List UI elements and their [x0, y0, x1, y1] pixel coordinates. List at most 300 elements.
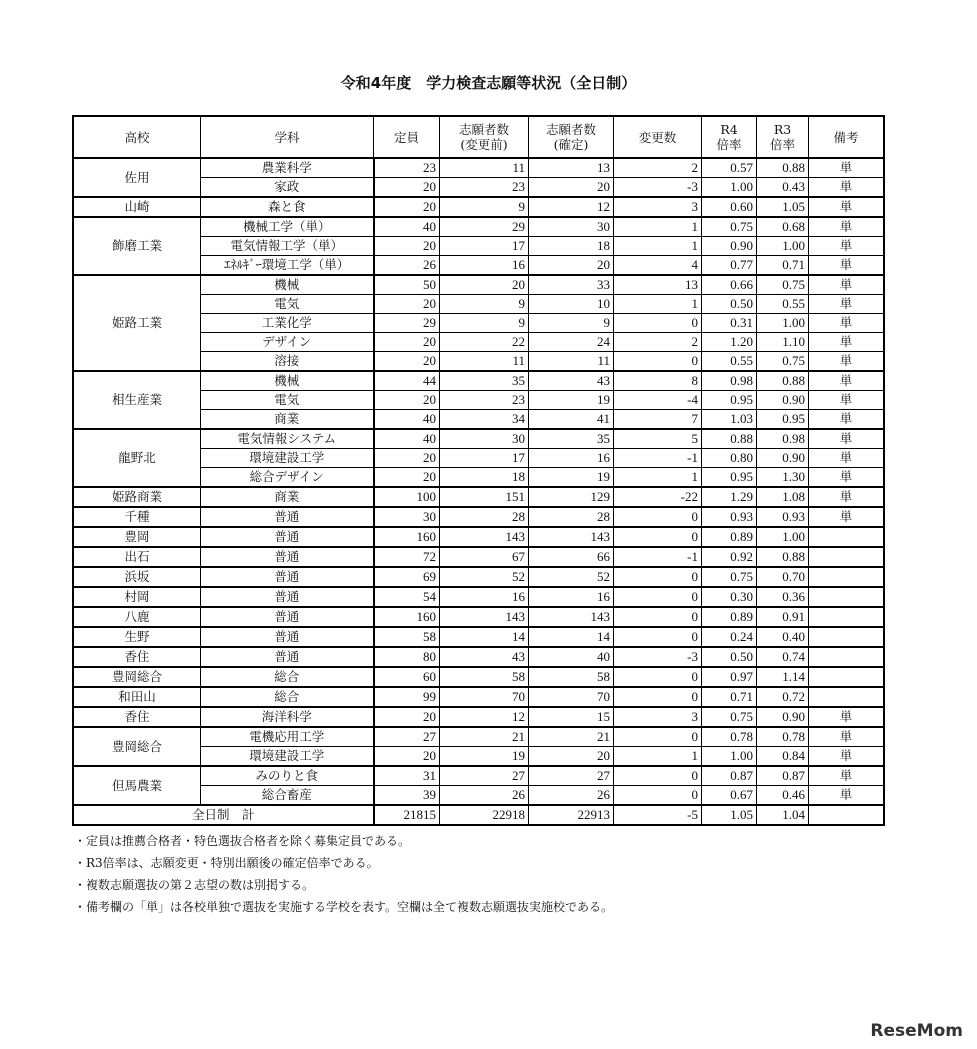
r3-ratio: 0.70 — [757, 567, 809, 587]
table-row — [73, 547, 884, 567]
r4-ratio: 0.95 — [702, 391, 757, 410]
column-header: 志願者数 (変更前) — [440, 116, 529, 158]
capacity: 100 — [374, 487, 440, 507]
r4-ratio: 0.60 — [702, 197, 757, 217]
school-name: 飾磨工業 — [73, 217, 201, 275]
total-value: 1.04 — [757, 805, 809, 825]
department: みのりと食 — [201, 766, 374, 786]
change-count: 1 — [614, 295, 702, 314]
remarks: 単 — [809, 314, 885, 333]
change-count: 7 — [614, 410, 702, 430]
change-count: 0 — [614, 687, 702, 707]
remarks: 単 — [809, 766, 885, 786]
department: 電気情報システム — [201, 429, 374, 449]
r4-ratio: 0.50 — [702, 647, 757, 667]
r4-ratio: 0.67 — [702, 786, 757, 806]
notes — [72, 830, 892, 918]
applicants-final: 41 — [529, 410, 614, 430]
remarks: 単 — [809, 468, 885, 488]
school-name: 和田山 — [73, 687, 201, 707]
r3-ratio: 0.72 — [757, 687, 809, 707]
change-count: 0 — [614, 727, 702, 747]
applicants-final: 52 — [529, 567, 614, 587]
capacity: 20 — [374, 295, 440, 314]
applicants-before: 70 — [440, 687, 529, 707]
table-row — [73, 507, 884, 527]
applicants-final: 30 — [529, 217, 614, 237]
capacity: 27 — [374, 727, 440, 747]
r4-ratio: 0.75 — [702, 567, 757, 587]
school-name: 姫路工業 — [73, 275, 201, 371]
applicants-before: 9 — [440, 314, 529, 333]
capacity: 20 — [374, 707, 440, 727]
r4-ratio: 0.87 — [702, 766, 757, 786]
department: 機械 — [201, 275, 374, 295]
department: 家政 — [201, 178, 374, 198]
applicants-before: 18 — [440, 468, 529, 488]
r3-ratio: 0.95 — [757, 410, 809, 430]
department: 総合畜産 — [201, 786, 374, 806]
department: 機械 — [201, 371, 374, 391]
table-row — [73, 727, 884, 747]
applicants-final: 129 — [529, 487, 614, 507]
capacity: 40 — [374, 410, 440, 430]
change-count: -1 — [614, 449, 702, 468]
table-body — [73, 158, 884, 825]
remarks: 単 — [809, 391, 885, 410]
applicants-final: 66 — [529, 547, 614, 567]
r4-ratio: 0.55 — [702, 352, 757, 372]
applicants-before: 29 — [440, 217, 529, 237]
applicants-final: 11 — [529, 352, 614, 372]
applicants-final: 58 — [529, 667, 614, 687]
r4-ratio: 0.75 — [702, 217, 757, 237]
applicants-before: 21 — [440, 727, 529, 747]
r3-ratio: 1.00 — [757, 527, 809, 547]
applicants-final: 143 — [529, 607, 614, 627]
r4-ratio: 0.24 — [702, 627, 757, 647]
column-header: R3 倍率 — [757, 116, 809, 158]
capacity: 20 — [374, 391, 440, 410]
applicants-before: 9 — [440, 295, 529, 314]
r4-ratio: 0.50 — [702, 295, 757, 314]
department: 総合デザイン — [201, 468, 374, 488]
applicants-table — [72, 115, 885, 826]
note: ・備考欄の「単」は各校単独で選抜を実施する学校を表す。空欄は全て複数志願選抜実施校である。 — [74, 900, 614, 914]
total-value: 1.05 — [702, 805, 757, 825]
remarks: 単 — [809, 786, 885, 806]
capacity: 20 — [374, 449, 440, 468]
remarks — [809, 627, 885, 647]
department: 総合 — [201, 667, 374, 687]
capacity: 69 — [374, 567, 440, 587]
school-name: 相生産業 — [73, 371, 201, 429]
department: 機械工学（単） — [201, 217, 374, 237]
applicants-final: 28 — [529, 507, 614, 527]
total-label: 全日制 計 — [73, 805, 374, 825]
total-value: 21815 — [374, 805, 440, 825]
applicants-before: 16 — [440, 256, 529, 276]
remarks: 単 — [809, 197, 885, 217]
r3-ratio: 0.40 — [757, 627, 809, 647]
change-count: -1 — [614, 547, 702, 567]
content — [72, 115, 892, 918]
capacity: 60 — [374, 667, 440, 687]
r4-ratio: 0.78 — [702, 727, 757, 747]
remarks: 単 — [809, 217, 885, 237]
r3-ratio: 0.71 — [757, 256, 809, 276]
capacity: 23 — [374, 158, 440, 178]
department: 電気 — [201, 295, 374, 314]
school-name: 山崎 — [73, 197, 201, 217]
column-header: 変更数 — [614, 116, 702, 158]
table-row — [73, 607, 884, 627]
table-row — [73, 707, 884, 727]
change-count: 2 — [614, 158, 702, 178]
applicants-before: 14 — [440, 627, 529, 647]
department: 環境建設工学 — [201, 449, 374, 468]
department: 溶接 — [201, 352, 374, 372]
column-header: 備考 — [809, 116, 885, 158]
applicants-before: 23 — [440, 178, 529, 198]
table-row — [73, 158, 884, 178]
r4-ratio: 0.75 — [702, 707, 757, 727]
r3-ratio: 0.87 — [757, 766, 809, 786]
note: ・R3倍率は、志願変更・特別出願後の確定倍率である。 — [74, 856, 379, 870]
applicants-final: 24 — [529, 333, 614, 352]
department: 森と食 — [201, 197, 374, 217]
capacity: 20 — [374, 333, 440, 352]
school-name: 香住 — [73, 707, 201, 727]
school-name: 生野 — [73, 627, 201, 647]
change-count: 0 — [614, 352, 702, 372]
r3-ratio: 1.08 — [757, 487, 809, 507]
change-count: 3 — [614, 197, 702, 217]
capacity: 20 — [374, 178, 440, 198]
applicants-final: 13 — [529, 158, 614, 178]
capacity: 72 — [374, 547, 440, 567]
table-row — [73, 627, 884, 647]
resemom-logo: ReseMom — [870, 1021, 963, 1041]
r4-ratio: 0.93 — [702, 507, 757, 527]
remarks: 単 — [809, 237, 885, 256]
change-count: 0 — [614, 627, 702, 647]
r4-ratio: 0.66 — [702, 275, 757, 295]
school-name: 但馬農業 — [73, 766, 201, 805]
remarks: 単 — [809, 747, 885, 767]
r3-ratio: 0.36 — [757, 587, 809, 607]
r3-ratio: 0.74 — [757, 647, 809, 667]
change-count: 1 — [614, 237, 702, 256]
table-row — [73, 567, 884, 587]
school-name: 八鹿 — [73, 607, 201, 627]
applicants-final: 20 — [529, 747, 614, 767]
change-count: 4 — [614, 256, 702, 276]
applicants-final: 14 — [529, 627, 614, 647]
school-name: 豊岡総合 — [73, 667, 201, 687]
r3-ratio: 0.78 — [757, 727, 809, 747]
department: 普通 — [201, 627, 374, 647]
change-count: 0 — [614, 587, 702, 607]
table-row — [73, 197, 884, 217]
department: 工業化学 — [201, 314, 374, 333]
remarks: 単 — [809, 449, 885, 468]
r3-ratio: 0.55 — [757, 295, 809, 314]
school-name: 豊岡総合 — [73, 727, 201, 766]
applicants-before: 30 — [440, 429, 529, 449]
applicants-final: 18 — [529, 237, 614, 256]
capacity: 99 — [374, 687, 440, 707]
applicants-before: 143 — [440, 527, 529, 547]
applicants-before: 151 — [440, 487, 529, 507]
applicants-before: 67 — [440, 547, 529, 567]
r3-ratio: 0.91 — [757, 607, 809, 627]
r3-ratio: 0.98 — [757, 429, 809, 449]
school-name: 浜坂 — [73, 567, 201, 587]
remarks: 単 — [809, 707, 885, 727]
remarks: 単 — [809, 178, 885, 198]
applicants-final: 16 — [529, 449, 614, 468]
note: ・定員は推薦合格者・特色選抜合格者を除く募集定員である。 — [74, 834, 411, 848]
school-name: 佐用 — [73, 158, 201, 197]
remarks: 単 — [809, 256, 885, 276]
change-count: 0 — [614, 314, 702, 333]
r4-ratio: 1.00 — [702, 747, 757, 767]
school-name: 姫路商業 — [73, 487, 201, 507]
table-row — [73, 687, 884, 707]
r4-ratio: 0.92 — [702, 547, 757, 567]
r4-ratio: 0.77 — [702, 256, 757, 276]
remarks — [809, 687, 885, 707]
department: 普通 — [201, 647, 374, 667]
applicants-before: 23 — [440, 391, 529, 410]
remarks: 単 — [809, 487, 885, 507]
applicants-final: 9 — [529, 314, 614, 333]
applicants-final: 12 — [529, 197, 614, 217]
note: ・複数志願選抜の第２志望の数は別掲する。 — [74, 878, 315, 892]
capacity: 44 — [374, 371, 440, 391]
r4-ratio: 0.80 — [702, 449, 757, 468]
applicants-before: 35 — [440, 371, 529, 391]
capacity: 20 — [374, 237, 440, 256]
remarks — [809, 607, 885, 627]
applicants-final: 20 — [529, 256, 614, 276]
remarks: 単 — [809, 295, 885, 314]
r3-ratio: 1.00 — [757, 314, 809, 333]
applicants-final: 143 — [529, 527, 614, 547]
r4-ratio: 0.71 — [702, 687, 757, 707]
remarks — [809, 567, 885, 587]
page-title: 令和4年度 学力検査志願等状況（全日制） — [340, 74, 637, 92]
change-count: -22 — [614, 487, 702, 507]
department: 電気情報工学（単） — [201, 237, 374, 256]
capacity: 160 — [374, 527, 440, 547]
department: 商業 — [201, 410, 374, 430]
r3-ratio: 0.84 — [757, 747, 809, 767]
remarks: 単 — [809, 275, 885, 295]
applicants-before: 12 — [440, 707, 529, 727]
department: 農業科学 — [201, 158, 374, 178]
remarks — [809, 547, 885, 567]
capacity: 20 — [374, 747, 440, 767]
department: 普通 — [201, 587, 374, 607]
r4-ratio: 1.03 — [702, 410, 757, 430]
applicants-final: 19 — [529, 468, 614, 488]
r4-ratio: 0.88 — [702, 429, 757, 449]
applicants-final: 10 — [529, 295, 614, 314]
r4-ratio: 0.98 — [702, 371, 757, 391]
r3-ratio: 0.88 — [757, 547, 809, 567]
capacity: 39 — [374, 786, 440, 806]
capacity: 58 — [374, 627, 440, 647]
change-count: 8 — [614, 371, 702, 391]
r3-ratio: 0.93 — [757, 507, 809, 527]
school-name: 村岡 — [73, 587, 201, 607]
department: 総合 — [201, 687, 374, 707]
r3-ratio: 1.00 — [757, 237, 809, 256]
applicants-before: 11 — [440, 158, 529, 178]
capacity: 54 — [374, 587, 440, 607]
change-count: 1 — [614, 217, 702, 237]
capacity: 40 — [374, 217, 440, 237]
applicants-final: 40 — [529, 647, 614, 667]
applicants-before: 16 — [440, 587, 529, 607]
change-count: 0 — [614, 667, 702, 687]
school-name: 豊岡 — [73, 527, 201, 547]
applicants-before: 22 — [440, 333, 529, 352]
table-row — [73, 766, 884, 786]
r3-ratio: 0.75 — [757, 275, 809, 295]
header-row — [73, 116, 884, 158]
r4-ratio: 0.31 — [702, 314, 757, 333]
applicants-before: 19 — [440, 747, 529, 767]
applicants-before: 27 — [440, 766, 529, 786]
table-row — [73, 667, 884, 687]
r3-ratio: 1.14 — [757, 667, 809, 687]
department: デザイン — [201, 333, 374, 352]
department: 電気 — [201, 391, 374, 410]
change-count: 0 — [614, 607, 702, 627]
r4-ratio: 1.29 — [702, 487, 757, 507]
capacity: 20 — [374, 468, 440, 488]
department: ｴﾈﾙｷﾞｰ環境工学（単） — [201, 256, 374, 276]
column-header: 学科 — [201, 116, 374, 158]
change-count: 5 — [614, 429, 702, 449]
capacity: 26 — [374, 256, 440, 276]
change-count: 13 — [614, 275, 702, 295]
r3-ratio: 0.75 — [757, 352, 809, 372]
department: 普通 — [201, 527, 374, 547]
r3-ratio: 0.46 — [757, 786, 809, 806]
applicants-before: 9 — [440, 197, 529, 217]
table-row — [73, 647, 884, 667]
applicants-final: 19 — [529, 391, 614, 410]
applicants-before: 17 — [440, 237, 529, 256]
change-count: 2 — [614, 333, 702, 352]
applicants-final: 26 — [529, 786, 614, 806]
school-name: 香住 — [73, 647, 201, 667]
applicants-final: 21 — [529, 727, 614, 747]
column-header: 高校 — [73, 116, 201, 158]
column-header: 志願者数 (確定) — [529, 116, 614, 158]
r4-ratio: 0.30 — [702, 587, 757, 607]
department: 普通 — [201, 607, 374, 627]
r3-ratio: 0.88 — [757, 158, 809, 178]
applicants-before: 26 — [440, 786, 529, 806]
r4-ratio: 0.89 — [702, 607, 757, 627]
r3-ratio: 0.90 — [757, 707, 809, 727]
applicants-final: 35 — [529, 429, 614, 449]
change-count: 0 — [614, 527, 702, 547]
table-row — [73, 527, 884, 547]
applicants-final: 43 — [529, 371, 614, 391]
capacity: 160 — [374, 607, 440, 627]
department: 商業 — [201, 487, 374, 507]
capacity: 50 — [374, 275, 440, 295]
department: 環境建設工学 — [201, 747, 374, 767]
applicants-before: 20 — [440, 275, 529, 295]
r4-ratio: 0.57 — [702, 158, 757, 178]
column-header: 定員 — [374, 116, 440, 158]
remarks — [809, 527, 885, 547]
change-count: -4 — [614, 391, 702, 410]
total-value — [809, 805, 885, 825]
r3-ratio: 0.90 — [757, 449, 809, 468]
r3-ratio: 1.30 — [757, 468, 809, 488]
department: 普通 — [201, 507, 374, 527]
applicants-before: 34 — [440, 410, 529, 430]
table-row — [73, 217, 884, 237]
capacity: 29 — [374, 314, 440, 333]
r4-ratio: 0.95 — [702, 468, 757, 488]
capacity: 30 — [374, 507, 440, 527]
r4-ratio: 0.90 — [702, 237, 757, 256]
change-count: -3 — [614, 647, 702, 667]
table-row — [73, 371, 884, 391]
total-value: 22918 — [440, 805, 529, 825]
remarks: 単 — [809, 410, 885, 430]
r3-ratio: 1.10 — [757, 333, 809, 352]
department: 海洋科学 — [201, 707, 374, 727]
change-count: -3 — [614, 178, 702, 198]
r3-ratio: 0.90 — [757, 391, 809, 410]
applicants-before: 52 — [440, 567, 529, 587]
school-name: 出石 — [73, 547, 201, 567]
department: 普通 — [201, 567, 374, 587]
department: 普通 — [201, 547, 374, 567]
remarks: 単 — [809, 507, 885, 527]
change-count: 3 — [614, 707, 702, 727]
r3-ratio: 0.43 — [757, 178, 809, 198]
change-count: 0 — [614, 786, 702, 806]
applicants-before: 58 — [440, 667, 529, 687]
applicants-final: 27 — [529, 766, 614, 786]
school-name: 千種 — [73, 507, 201, 527]
total-value: 22913 — [529, 805, 614, 825]
change-count: 0 — [614, 567, 702, 587]
remarks: 単 — [809, 158, 885, 178]
applicants-final: 15 — [529, 707, 614, 727]
applicants-final: 70 — [529, 687, 614, 707]
remarks — [809, 667, 885, 687]
r3-ratio: 0.88 — [757, 371, 809, 391]
table-row — [73, 487, 884, 507]
table-row — [73, 275, 884, 295]
total-value: -5 — [614, 805, 702, 825]
department: 電機応用工学 — [201, 727, 374, 747]
remarks: 単 — [809, 333, 885, 352]
remarks — [809, 587, 885, 607]
